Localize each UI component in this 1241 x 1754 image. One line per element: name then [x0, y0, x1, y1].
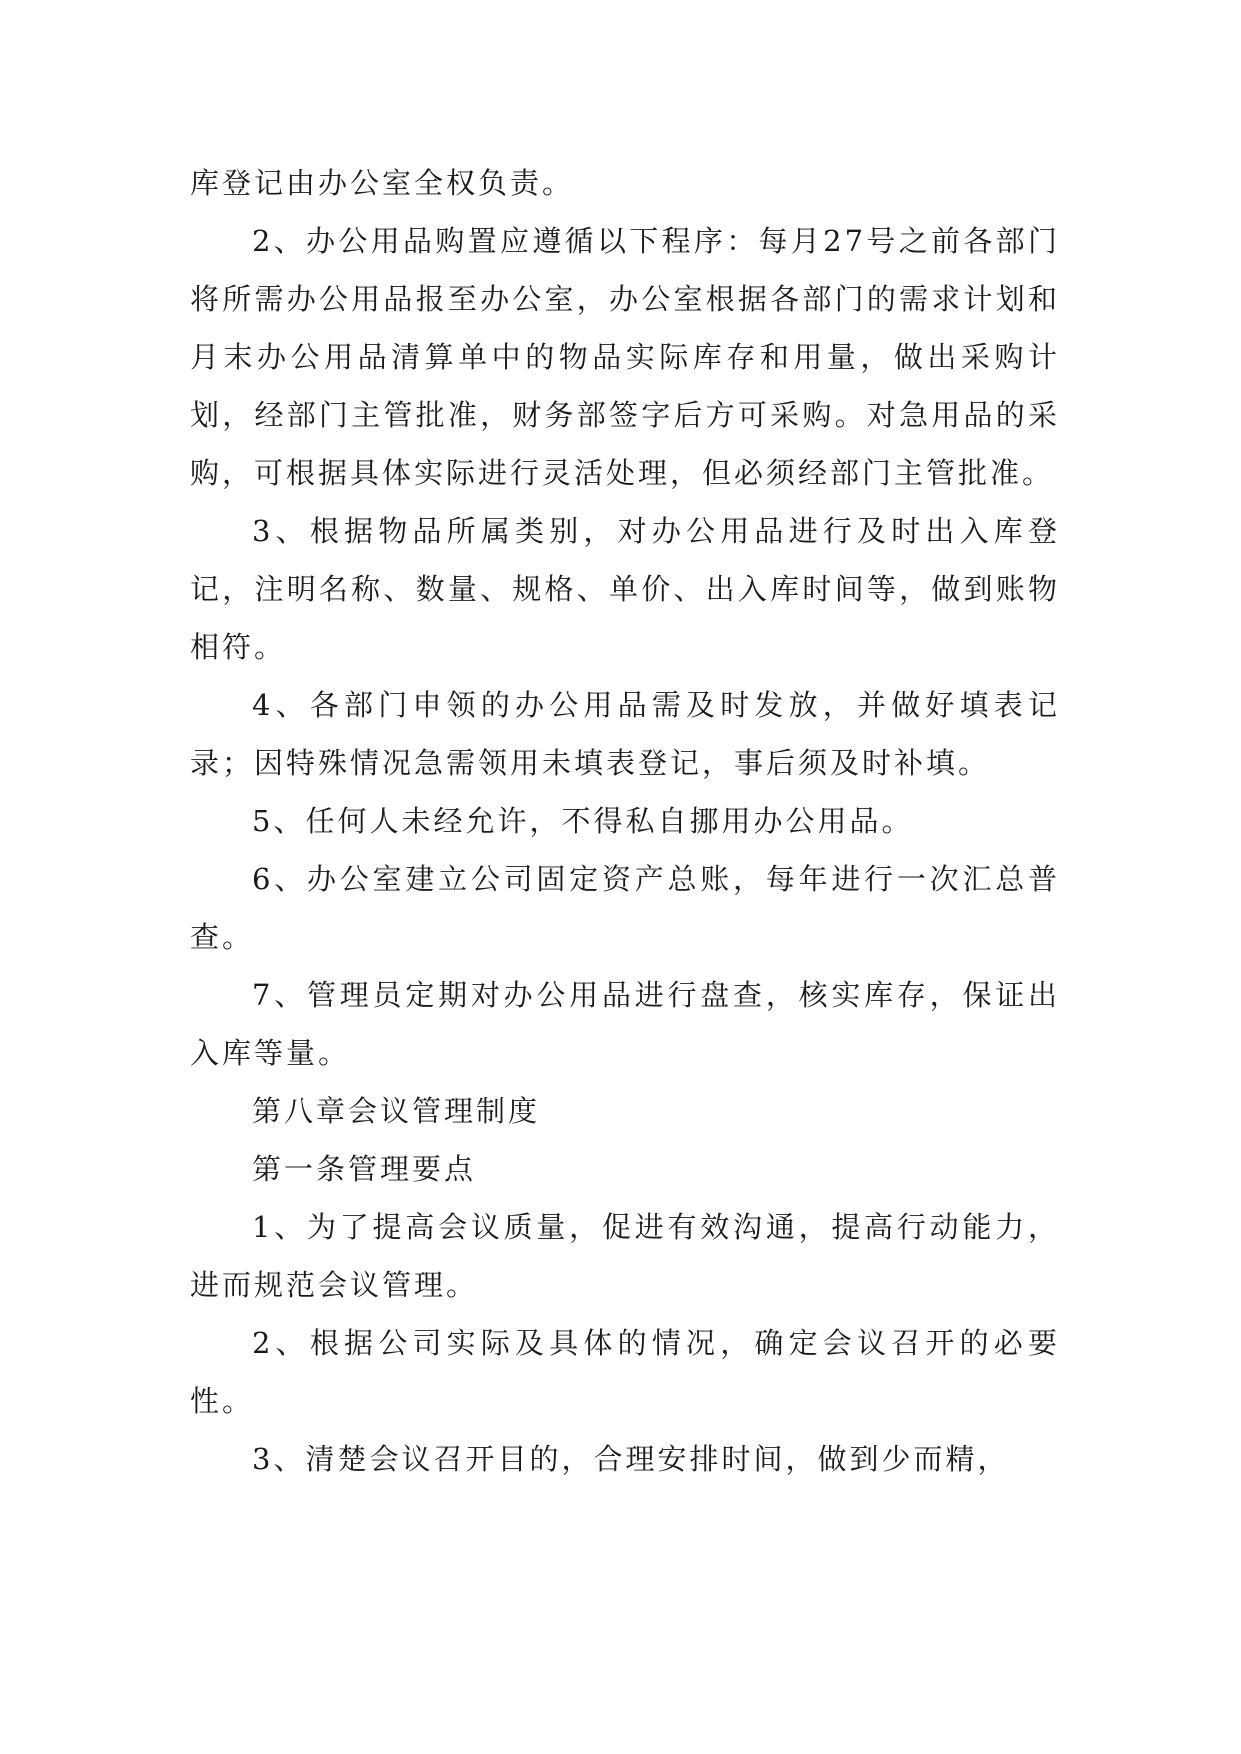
paragraph-item-4-distribution: 4、各部门申领的办公用品需及时发放，并做好填表记录；因特殊情况急需领用未填表登记，事后须及时补填。: [190, 688, 1060, 780]
paragraph-meeting-item-2: 2、根据公司实际及具体的情况，确定会议召开的必要性。: [190, 1326, 1060, 1418]
chapter-heading: 第八章会议管理制度: [252, 1094, 541, 1128]
paragraph-item-5-no-misuse: 5、任何人未经允许，不得私自挪用办公用品。: [252, 804, 914, 838]
paragraph-item-3-inventory-registration: 3、根据物品所属类别，对办公用品进行及时出入库登记，注明名称、数量、规格、单价、出入库时间等，做到账物相符。: [190, 514, 1060, 664]
paragraph-item-7-periodic-check: 7、管理员定期对办公用品进行盘查，核实库存，保证出入库等量。: [190, 978, 1060, 1070]
article-heading: 第一条管理要点: [252, 1152, 477, 1186]
document-body: [190, 154, 1060, 1488]
paragraph-meeting-item-3: 3、清楚会议召开目的，合理安排时间，做到少而精，: [252, 1442, 1010, 1476]
paragraph-continuation: 库登记由办公室全权负责。: [190, 166, 575, 200]
paragraph-meeting-item-1: 1、为了提高会议质量，促进有效沟通，提高行动能力，进而规范会议管理。: [190, 1210, 1060, 1302]
paragraph-item-6-fixed-assets: 6、办公室建立公司固定资产总账，每年进行一次汇总普查。: [190, 862, 1060, 954]
paragraph-item-2-purchase-procedure: 2、办公用品购置应遵循以下程序：每月27号之前各部门将所需办公用品报至办公室，办公室根据各部门的需求计划和月末办公用品清算单中的物品实际库存和用量，做出采购计划，经部门主管批准，财务部签字后方可采购。对急用品的采购，可根据具体实际进行灵活处理，但必须经部门主管批准。: [190, 224, 1060, 490]
